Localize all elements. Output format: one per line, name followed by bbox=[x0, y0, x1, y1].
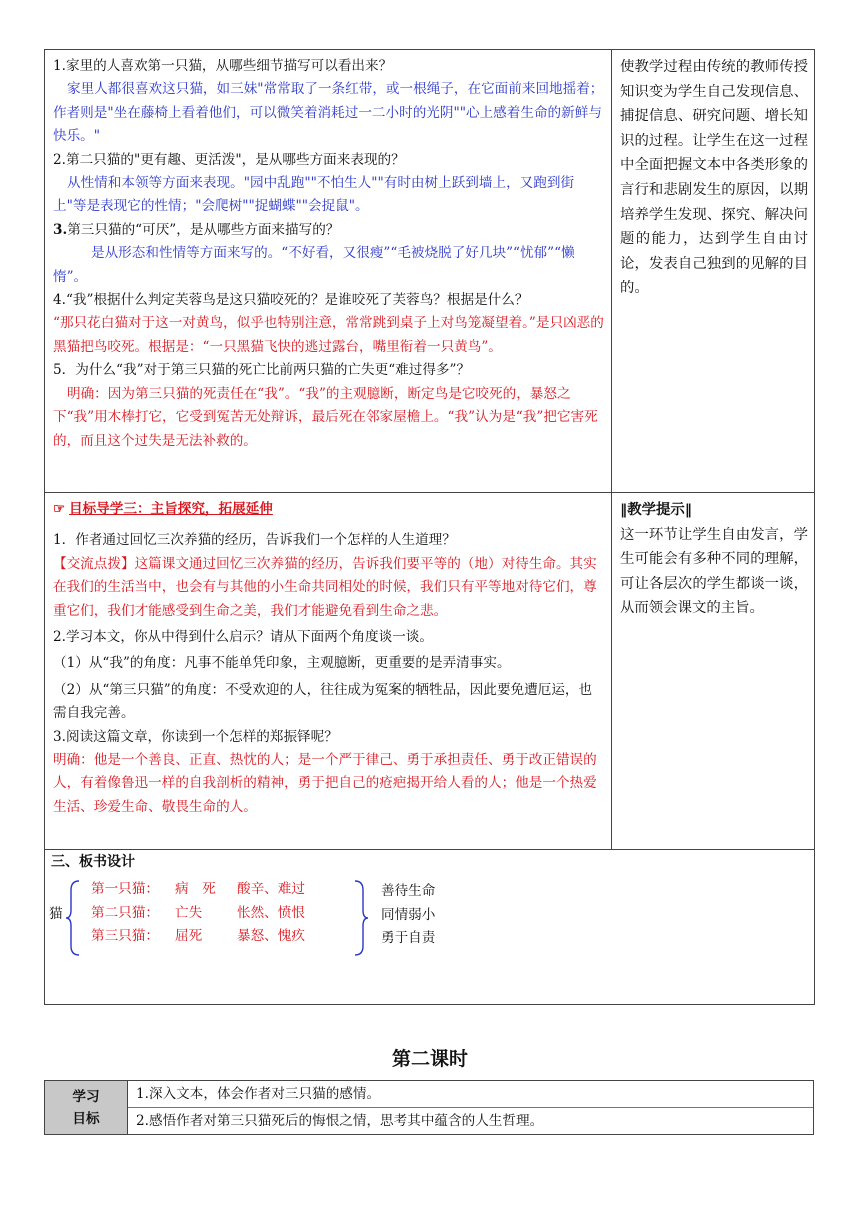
left-brace-icon bbox=[65, 880, 81, 956]
question-3-text: 第三只猫的“可厌”，是从哪些方面来描写的？ bbox=[67, 221, 340, 238]
learning-goals-label bbox=[45, 1081, 128, 1135]
learning-goals-table bbox=[44, 1080, 814, 1135]
question-3 bbox=[53, 219, 605, 242]
s2-question-2: 2.学习本文，你从中得到什么启示？请从下面两个角度谈一谈。 bbox=[53, 629, 433, 646]
s2-answer-1-tag: 【交流点拨】 bbox=[53, 555, 135, 572]
learning-goals-label-text: 学习 目标 bbox=[72, 1088, 100, 1127]
learning-goal-1: 1.深入文本，体会作者对三只猫的感情。 bbox=[136, 1086, 381, 1102]
answer-3: 是从形态和性情等方面来写的。“不好看，又很瘦”“毛被烧脱了好几块”“忧郁”“懒惰”。 bbox=[53, 245, 575, 285]
board-row-3-fate: 屈死 bbox=[175, 928, 203, 944]
board-row-3 bbox=[91, 925, 305, 949]
answer-2: 从性情和本领等方面来表现。"园中乱跑""不怕生人""有时由树上跃到墙上，又跑到街上"等是表现它的性情；"会爬树""捉蝴蝶""会捉鼠"。 bbox=[53, 175, 575, 215]
board-row-1-fate: 病 死 bbox=[175, 881, 216, 897]
s2-question-2-part-1: （1）从“我”的角度：凡事不能单凭印象，主观臆断，更重要的是弄清事实。 bbox=[53, 655, 511, 672]
board-design-title: 三、板书设计 bbox=[51, 854, 135, 870]
answer-1: 家里人都很喜欢这只猫，如三妹"常常取了一条红带，或一根绳子，在它面前来回地摇着；作者则是"坐在藤椅上看着他们，可以微笑着消耗过一二小时的光阴""心上感着生命的新鲜与快乐。" bbox=[53, 81, 604, 145]
question-1: 1.家里的人喜欢第一只猫，从哪些细节描写可以看出来？ bbox=[53, 58, 393, 74]
board-conclusion-1: 善待生命 bbox=[381, 883, 436, 899]
board-row-2 bbox=[91, 902, 305, 926]
learning-goal-2: 2.感悟作者对第三只猫死后的悔恨之情，思考其中蕴含的人生哲理。 bbox=[128, 1107, 813, 1134]
answer-4: “那只花白猫对于这一对黄鸟，似乎也特别注意，常常跳到桌子上对鸟笼凝望着。”是只凶恶的黑猫把鸟咬死。根据是：“一只黑猫飞快的逃过露台，嘴里衔着一只黄鸟”。 bbox=[53, 315, 604, 355]
section1-note: 使教学过程由传统的教师传授知识变为学生自己发现信息、捕捉信息、研究问题、增长知识的过程。让学生在这一过程中全面把握文本中各类形象的言行和悲剧发生的原因，以期培养学生发现、探究、解决问题的能力，达到学生自由讨论，发表自己独到的见解的目的。 bbox=[620, 59, 808, 297]
teaching-tip-text: 这一环节让学生自由发言，学生可能会有多种不同的理解，可让各层次的学生都谈一谈，从而领会课文的主旨。 bbox=[620, 526, 808, 617]
pointing-hand-icon: ☞ bbox=[53, 501, 66, 517]
board-row-2-feeling: 怅然、愤恨 bbox=[237, 904, 305, 921]
board-row-2-cat: 第二只猫： bbox=[91, 904, 159, 921]
s2-question-3: 3.阅读这篇文章，你读到一个怎样的郑振铎呢？ bbox=[53, 728, 338, 745]
section2-tip-cell bbox=[612, 493, 815, 850]
board-conclusions bbox=[381, 880, 435, 951]
s2-answer-3: 明确：他是一个善良、正直、热忱的人；是一个严于律己、勇于承担责任、勇于改正错误的人，有着像鲁迅一样的自我剖析的精神，勇于把自己的疮疤揭开给人看的人；他是一个热爱生活、珍爱生命、敬畏生命的人。 bbox=[53, 752, 597, 815]
board-rows bbox=[91, 878, 305, 949]
question-4: 4.“我”根据什么判定芙蓉鸟是这只猫咬死的？是谁咬死了芙蓉鸟？根据是什么？ bbox=[53, 292, 529, 309]
answer-5: 明确：因为第三只猫的死责任在“我”。“我”的主观臆断，断定鸟是它咬死的，暴怒之下“我”用木棒打它，它受到冤苦无处辩诉，最后死在邻家屋檐上。“我”认为是“我”把它害死的，而且这个过失是无法补救的。 bbox=[53, 385, 598, 449]
board-row-2-fate: 亡失 bbox=[175, 904, 203, 921]
lesson-plan-table bbox=[44, 49, 815, 1005]
goal-heading bbox=[53, 498, 605, 521]
section-row-1 bbox=[45, 50, 815, 493]
board-conclusion-3: 勇于自责 bbox=[381, 930, 436, 946]
board-row-3-feeling: 暴怒、愧疚 bbox=[237, 928, 305, 944]
s2-question-2-part-2: （2）从“第三只猫”的角度：不受欢迎的人，往往成为冤案的牺牲品，因此要免遭厄运，也需自我完善。 bbox=[53, 681, 593, 722]
section-row-2 bbox=[45, 493, 815, 850]
board-row-1 bbox=[91, 878, 305, 902]
s2-answer-1-text: 这篇课文通过回忆三次养猫的经历，告诉我们要平等的（地）对待生命。其实在我们的生活当中，也会有与其他的小生命共同相处的时候，我们只有平等地对待它们，尊重它们，我们才能感受到生命之美，我们才能避免看到生命之悲。 bbox=[53, 555, 597, 619]
lesson-2-title: 第二课时 bbox=[391, 1048, 468, 1070]
board-row-1-cat: 第一只猫： bbox=[91, 881, 159, 897]
teaching-tip-title: ‖教学提示‖ bbox=[620, 501, 692, 518]
s2-answer-1 bbox=[53, 553, 605, 623]
section2-content bbox=[45, 493, 612, 850]
s2-question-1: 1．作者通过回忆三次养猫的经历，告诉我们一个怎样的人生道理？ bbox=[53, 532, 456, 549]
board-cat-label: 猫 bbox=[49, 906, 63, 922]
section1-content bbox=[45, 50, 612, 493]
section1-note-cell bbox=[612, 50, 815, 493]
question-2: 2.第二只猫的"更有趣、更活泼"，是从哪些方面来表现的？ bbox=[53, 151, 405, 168]
question-3-number: 3. bbox=[53, 221, 68, 238]
board-row-3-cat: 第三只猫： bbox=[91, 928, 159, 944]
board-row-1-feeling: 酸辛、难过 bbox=[237, 881, 305, 897]
question-5: 5．为什么“我”对于第三只猫的死亡比前两只猫的亡失更“难过得多”？ bbox=[53, 362, 471, 379]
right-brace-icon bbox=[353, 880, 369, 956]
board-design bbox=[45, 872, 814, 970]
goal-heading-text: 目标导学三：主旨探究，拓展延伸 bbox=[69, 501, 273, 517]
board-design-cell bbox=[45, 850, 815, 1005]
board-row bbox=[45, 850, 815, 1005]
learning-goals-list bbox=[128, 1081, 814, 1135]
board-conclusion-2: 同情弱小 bbox=[381, 906, 436, 923]
